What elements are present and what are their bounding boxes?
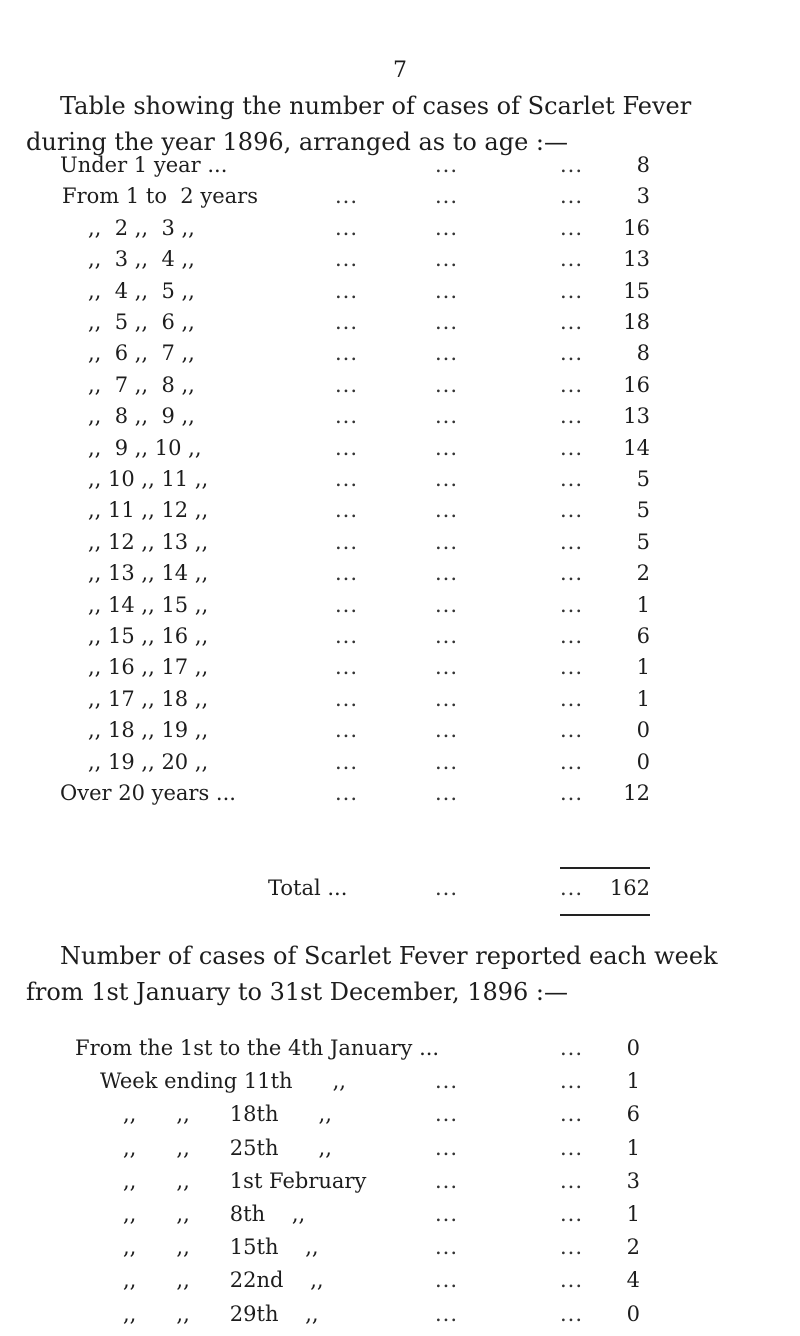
dot-leader: ... (560, 592, 584, 617)
dot-leader: ... (560, 184, 584, 209)
total-top-rule (560, 867, 650, 869)
dot-leader: ... (560, 686, 584, 711)
age-row (0, 153, 800, 187)
total-value: 162 (609, 876, 650, 900)
dot-leader: ... (435, 529, 459, 554)
dot-leader: ... (435, 310, 459, 334)
age-range-label: ,, 11 ,, 12 ,, (88, 498, 209, 523)
weekly-case-count: 6 (626, 1102, 640, 1127)
dot-leader: ... (435, 184, 459, 209)
age-row (0, 216, 800, 250)
dot-leader: ... (435, 686, 459, 711)
dot-leader: ... (435, 247, 459, 272)
total-label: Total ... (268, 876, 348, 900)
case-count: 5 (636, 529, 650, 554)
dot-leader: ... (335, 655, 359, 680)
dot-leader: ... (335, 529, 359, 554)
dot-leader: ... (560, 1168, 584, 1193)
age-row (0, 498, 800, 532)
age-row (0, 467, 800, 501)
dot-leader: ... (560, 467, 584, 491)
dot-leader: ... (560, 1268, 584, 1293)
case-count: 13 (623, 247, 650, 272)
weekly-case-count: 1 (626, 1069, 640, 1094)
table2-title-line1: Number of cases of Scarlet Fever reported each week (60, 942, 718, 970)
week-label: ,, ,, 22nd ,, (123, 1268, 324, 1293)
case-count: 6 (636, 624, 650, 648)
case-count: 1 (636, 655, 650, 680)
dot-leader: ... (435, 1268, 459, 1293)
dot-leader: ... (560, 749, 584, 774)
dot-leader: ... (435, 718, 459, 743)
dot-leader: ... (335, 341, 359, 366)
age-range-label: ,, 12 ,, 13 ,, (88, 529, 209, 554)
dot-leader: ... (560, 781, 584, 805)
weekly-case-count: 1 (626, 1202, 640, 1226)
age-range-label: From 1 to 2 years (62, 184, 258, 209)
week-row (0, 1235, 800, 1269)
age-range-label: ,, 13 ,, 14 ,, (88, 561, 209, 586)
dot-leader: ... (435, 1301, 459, 1326)
week-row (0, 1102, 800, 1136)
dot-leader: ... (335, 435, 359, 460)
dot-leader: ... (435, 1102, 459, 1127)
age-range-label: Over 20 years ... (60, 781, 236, 805)
dot-leader: ... (435, 1069, 459, 1094)
weekly-case-count: 1 (626, 1135, 640, 1160)
dot-leader: ... (435, 749, 459, 774)
dot-leader: ... (560, 404, 584, 429)
dot-leader: ... (560, 718, 584, 743)
age-range-label: ,, 8 ,, 9 ,, (88, 404, 195, 429)
age-row (0, 530, 800, 564)
dot-leader: ... (435, 153, 459, 177)
dot-leader: ... (560, 247, 584, 272)
weekly-case-count: 4 (626, 1268, 640, 1293)
dot-leader: ... (335, 278, 359, 303)
week-label: ,, ,, 15th ,, (123, 1235, 319, 1260)
age-row (0, 781, 800, 815)
dot-leader: ... (435, 467, 459, 491)
dot-leader: ... (435, 624, 459, 648)
dot-leader: ... (335, 467, 359, 491)
dot-leader: ... (560, 498, 584, 523)
dot-leader: ... (335, 184, 359, 209)
age-row (0, 561, 800, 595)
weekly-case-count: 0 (626, 1301, 640, 1326)
week-label: ,, ,, 29th ,, (123, 1301, 319, 1326)
dot-leader: ... (335, 624, 359, 648)
week-row (0, 1268, 800, 1302)
dot-leader: ... (435, 341, 459, 366)
week-label: From the 1st to the 4th January ... (75, 1036, 440, 1060)
table1-title-line2: during the year 1896, arranged as to age :— (26, 128, 569, 156)
dot-leader: ... (435, 655, 459, 680)
case-count: 8 (636, 341, 650, 366)
dot-leader: ... (560, 876, 584, 900)
case-count: 18 (623, 310, 650, 334)
dot-leader: ... (435, 215, 459, 240)
case-count: 0 (636, 749, 650, 774)
dot-leader: ... (560, 278, 584, 303)
age-range-label: Under 1 year ... (60, 153, 228, 177)
dot-leader: ... (560, 1202, 584, 1226)
week-row (0, 1136, 800, 1170)
case-count: 8 (636, 153, 650, 177)
dot-leader: ... (560, 341, 584, 366)
dot-leader: ... (560, 1301, 584, 1326)
age-range-label: ,, 3 ,, 4 ,, (88, 247, 195, 272)
dot-leader: ... (335, 592, 359, 617)
dot-leader: ... (435, 372, 459, 397)
dot-leader: ... (335, 404, 359, 429)
case-count: 12 (623, 781, 650, 805)
case-count: 1 (636, 592, 650, 617)
dot-leader: ... (435, 781, 459, 805)
age-row (0, 310, 800, 344)
age-row (0, 624, 800, 658)
case-count: 14 (623, 435, 650, 460)
dot-leader: ... (560, 1069, 584, 1094)
dot-leader: ... (335, 686, 359, 711)
age-range-label: ,, 18 ,, 19 ,, (88, 718, 209, 743)
age-range-label: ,, 15 ,, 16 ,, (88, 624, 209, 648)
week-label: ,, ,, 1st February (123, 1168, 367, 1193)
week-label: ,, ,, 8th ,, (123, 1202, 306, 1226)
age-row (0, 687, 800, 721)
dot-leader: ... (560, 529, 584, 554)
dot-leader: ... (335, 247, 359, 272)
age-row (0, 341, 800, 375)
age-row (0, 436, 800, 470)
dot-leader: ... (435, 435, 459, 460)
case-count: 5 (636, 467, 650, 491)
age-row (0, 593, 800, 627)
age-range-label: ,, 5 ,, 6 ,, (88, 310, 195, 334)
age-row (0, 184, 800, 218)
age-row (0, 404, 800, 438)
dot-leader: ... (435, 876, 459, 900)
week-row (0, 1069, 800, 1103)
dot-leader: ... (335, 781, 359, 805)
case-count: 3 (636, 184, 650, 209)
case-count: 5 (636, 498, 650, 523)
table1-title-line1: Table showing the number of cases of Scarlet Fever (60, 92, 692, 120)
dot-leader: ... (560, 372, 584, 397)
age-row (0, 247, 800, 281)
dot-leader: ... (335, 310, 359, 334)
age-row (0, 373, 800, 407)
dot-leader: ... (435, 498, 459, 523)
case-count: 0 (636, 718, 650, 743)
week-label: ,, ,, 18th ,, (123, 1102, 332, 1127)
age-range-label: ,, 16 ,, 17 ,, (88, 655, 209, 680)
weekly-case-count: 2 (626, 1235, 640, 1260)
week-label: Week ending 11th ,, (100, 1069, 346, 1094)
age-row (0, 655, 800, 689)
case-count: 2 (636, 561, 650, 586)
case-count: 13 (623, 404, 650, 429)
age-row (0, 718, 800, 752)
dot-leader: ... (560, 1102, 584, 1127)
age-range-label: ,, 2 ,, 3 ,, (88, 215, 195, 240)
page-number: 7 (393, 58, 407, 83)
dot-leader: ... (560, 1036, 584, 1060)
total-row (0, 876, 800, 910)
dot-leader: ... (435, 1135, 459, 1160)
dot-leader: ... (560, 1135, 584, 1160)
dot-leader: ... (335, 372, 359, 397)
dot-leader: ... (435, 404, 459, 429)
table1-title (26, 88, 778, 160)
week-row (0, 1036, 800, 1070)
weekly-case-count: 0 (626, 1036, 640, 1060)
dot-leader: ... (435, 1235, 459, 1260)
age-range-label: ,, 7 ,, 8 ,, (88, 372, 195, 397)
age-range-label: ,, 14 ,, 15 ,, (88, 592, 209, 617)
case-count: 15 (623, 278, 650, 303)
dot-leader: ... (335, 498, 359, 523)
total-bottom-rule (560, 914, 650, 916)
dot-leader: ... (435, 278, 459, 303)
case-count: 16 (623, 372, 650, 397)
age-row (0, 750, 800, 784)
dot-leader: ... (560, 561, 584, 586)
dot-leader: ... (335, 749, 359, 774)
dot-leader: ... (560, 310, 584, 334)
dot-leader: ... (435, 1202, 459, 1226)
dot-leader: ... (435, 1168, 459, 1193)
dot-leader: ... (335, 561, 359, 586)
dot-leader: ... (560, 1235, 584, 1260)
age-range-label: ,, 9 ,, 10 ,, (88, 435, 202, 460)
age-range-label: ,, 10 ,, 11 ,, (88, 467, 209, 491)
dot-leader: ... (560, 624, 584, 648)
age-range-label: ,, 17 ,, 18 ,, (88, 686, 209, 711)
age-range-label: ,, 4 ,, 5 ,, (88, 278, 195, 303)
table2-title-line2: from 1st January to 31st December, 1896 :— (26, 978, 569, 1006)
week-row (0, 1169, 800, 1203)
dot-leader: ... (335, 718, 359, 743)
dot-leader: ... (435, 592, 459, 617)
dot-leader: ... (560, 435, 584, 460)
case-count: 1 (636, 686, 650, 711)
age-range-label: ,, 6 ,, 7 ,, (88, 341, 195, 366)
table2-title (26, 938, 778, 1010)
dot-leader: ... (560, 215, 584, 240)
age-range-label: ,, 19 ,, 20 ,, (88, 749, 209, 774)
age-row (0, 279, 800, 313)
week-row (0, 1302, 800, 1336)
dot-leader: ... (560, 153, 584, 177)
week-row (0, 1202, 800, 1236)
dot-leader: ... (435, 561, 459, 586)
dot-leader: ... (335, 215, 359, 240)
dot-leader: ... (560, 655, 584, 680)
week-label: ,, ,, 25th ,, (123, 1135, 332, 1160)
case-count: 16 (623, 215, 650, 240)
weekly-case-count: 3 (626, 1168, 640, 1193)
